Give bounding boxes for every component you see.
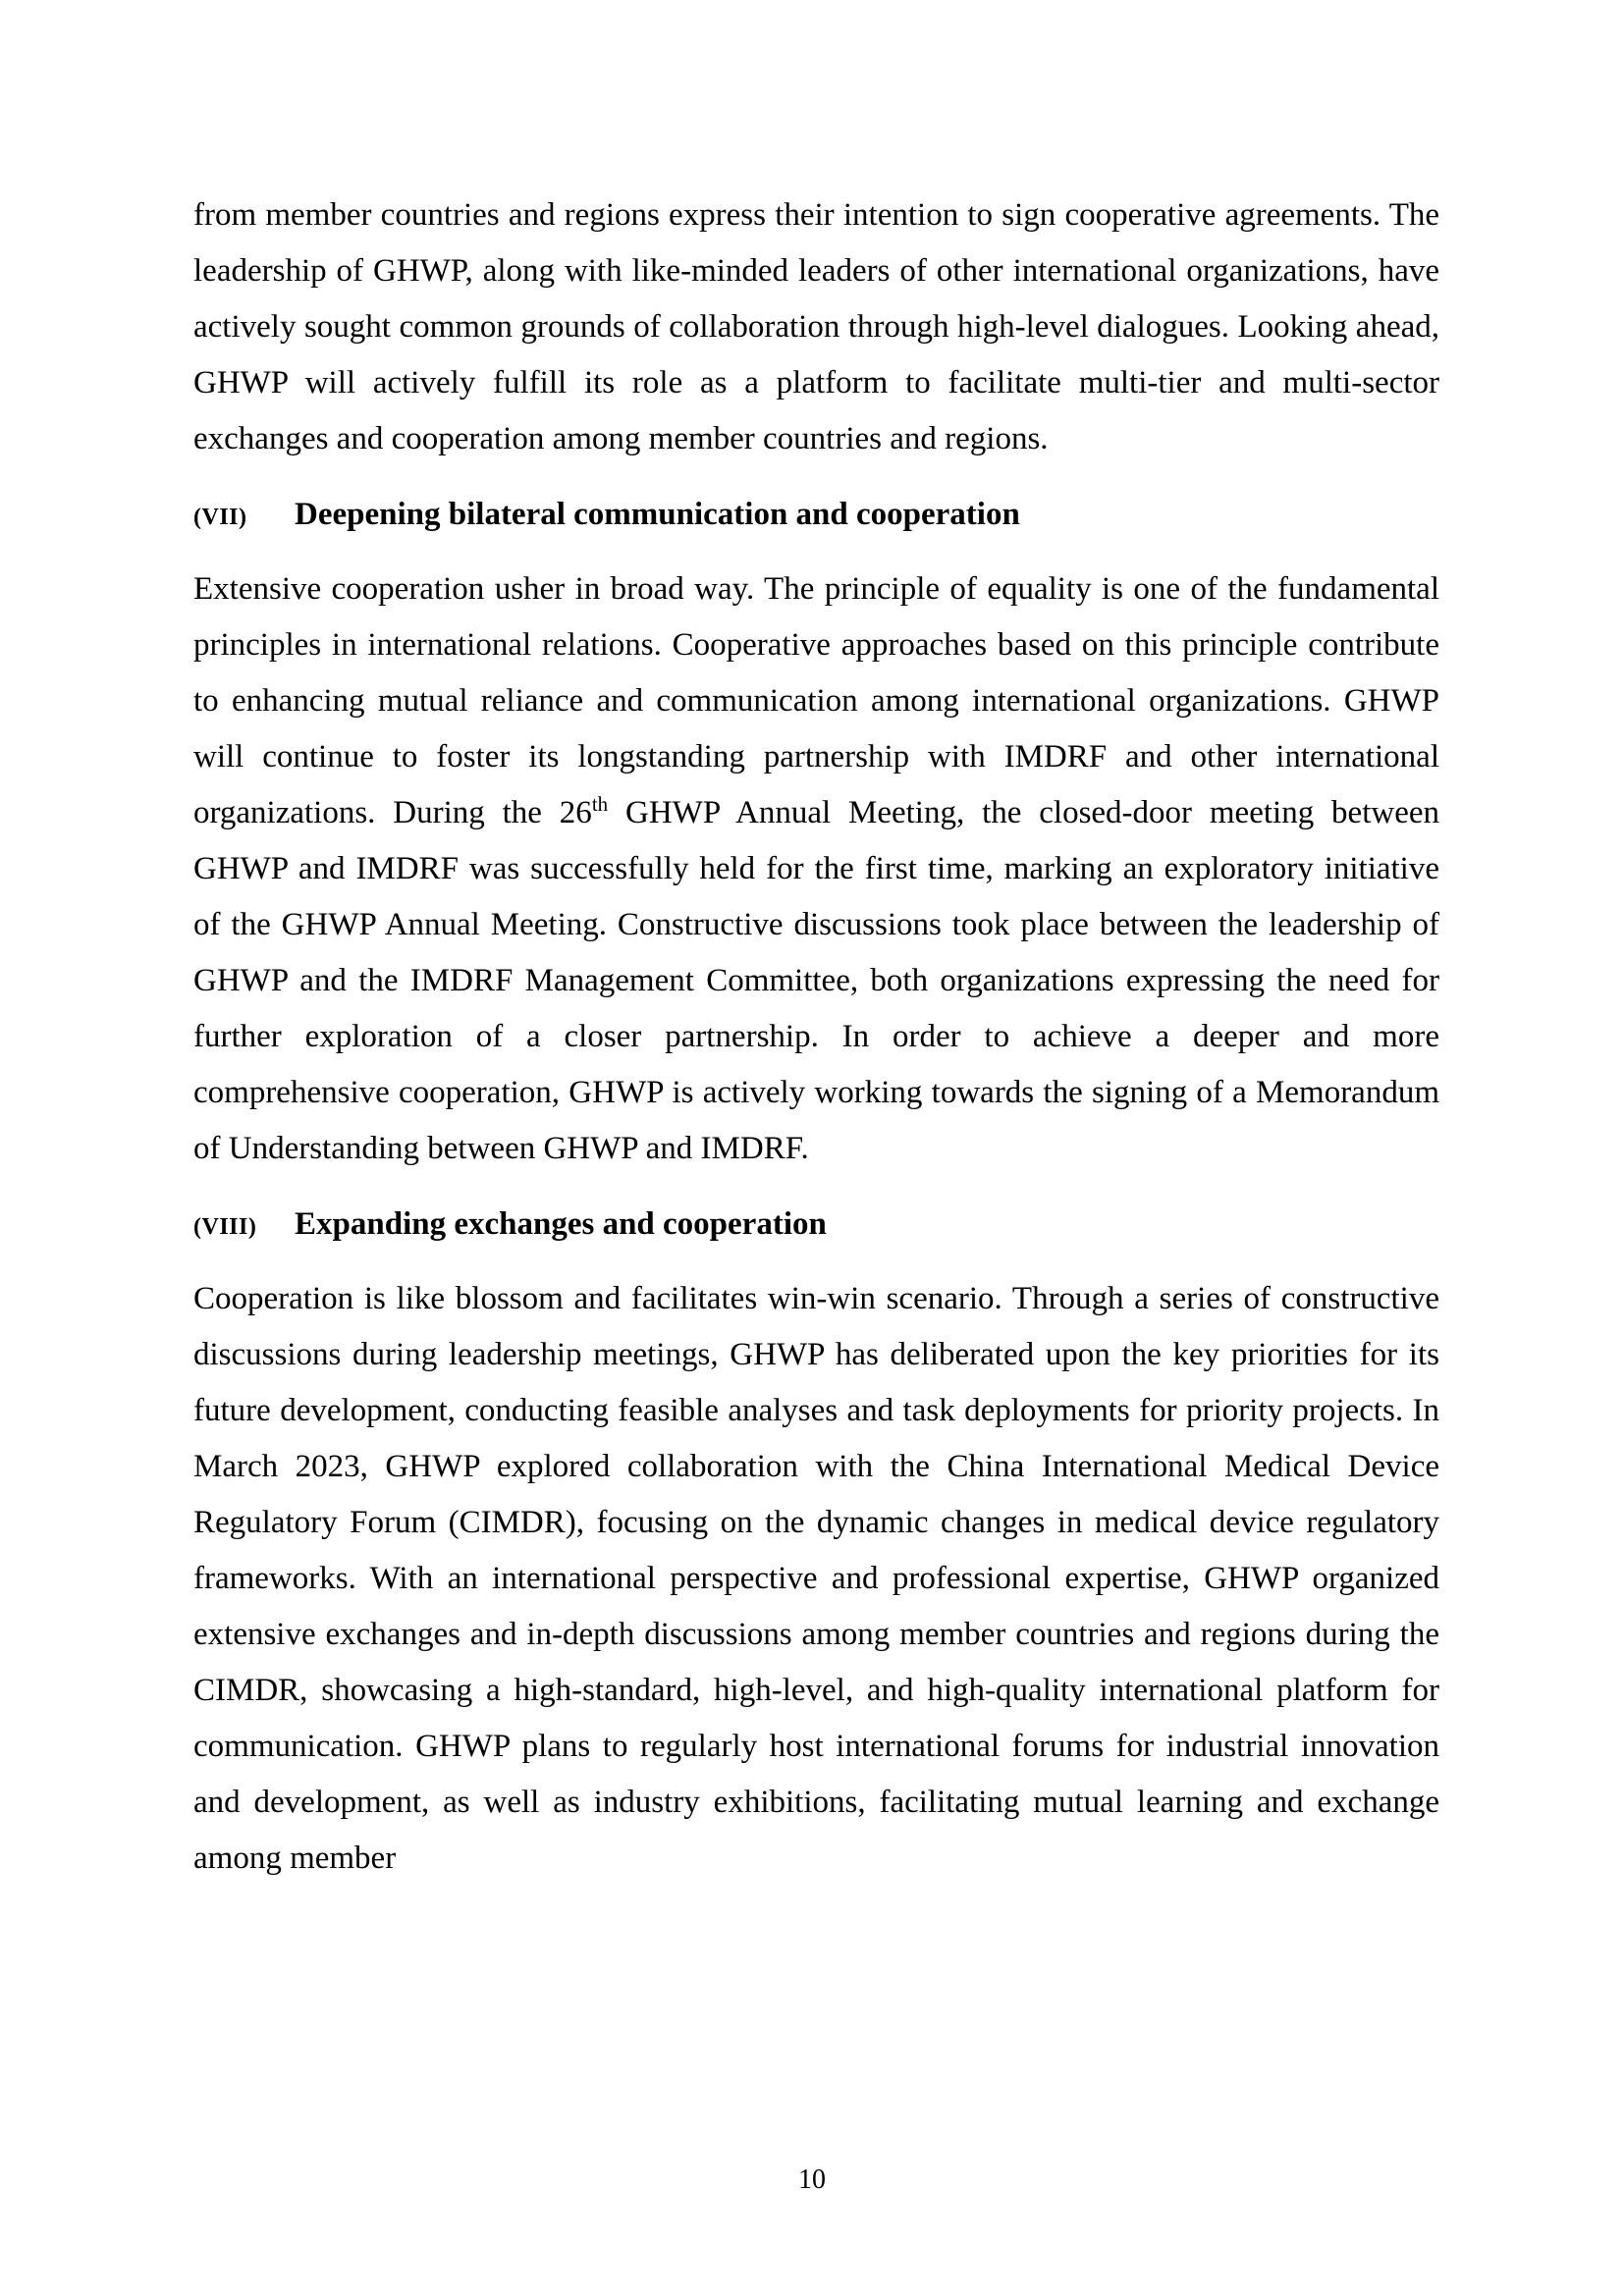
page-number: 10	[798, 2164, 826, 2195]
section-vii-numeral: (VII)	[193, 505, 247, 530]
section-vii-title: Deepening bilateral communication and cooperation	[295, 497, 1020, 532]
ordinal-superscript: th	[591, 792, 609, 816]
intro-paragraph: from member countries and regions express their intention to sign cooperative agreements. The leadership of GHWP, along with like-minded leaders of other international organizations, have actively sought common grounds of collaboration through high-level dialogues. Looking ahead, GHWP will actively fulfill its role as a platform to facilitate multi-tier and multi-sector exchanges and cooperation among member countries and regions.	[193, 197, 1439, 456]
section-vii-heading	[193, 487, 1439, 546]
section-viii-title: Expanding exchanges and cooperation	[295, 1206, 827, 1242]
section-vii-body-text-continued: GHWP Annual Meeting, the closed-door meeting between GHWP and IMDRF was successfully held for the first time, marking an exploratory initiative of the GHWP Annual Meeting. Constructive discussions took place between the leadership of GHWP and the IMDRF Management Committee, both organizations expressing the need for further exploration of a closer partnership. In order to achieve a deeper and more comprehensive cooperation, GHWP is actively working towards the signing of a Memorandum of Understanding between GHWP and IMDRF.	[193, 795, 1439, 1166]
section-viii-numeral: (VIII)	[193, 1214, 257, 1240]
section-vii-body	[193, 561, 1439, 1177]
section-vii-body-text: Extensive cooperation usher in broad way. The principle of equality is one of the fundamental principles in international relations. Cooperative approaches based on this principle contribute to enhancing mutual reliance and communication among international organizations. GHWP will continue to foster its longstanding partnership with IMDRF and other international organizations. During the 26	[193, 571, 1439, 830]
page-content	[193, 187, 1439, 1887]
section-viii-body: Cooperation is like blossom and facilitates win-win scenario. Through a series of constructive discussions during leadership meetings, GHWP has deliberated upon the key priorities for its future development, conducting feasible analyses and task deployments for priority projects. In March 2023, GHWP explored collaboration with the China International Medical Device Regulatory Forum (CIMDR), focusing on the dynamic changes in medical device regulatory frameworks. With an international perspective and professional expertise, GHWP organized extensive exchanges and in-depth discussions among member countries and regions during the CIMDR, showcasing a high-standard, high-level, and high-quality international platform for communication. GHWP plans to regularly host international forums for industrial innovation and development, as well as industry exhibitions, facilitating mutual learning and exchange among member	[193, 1281, 1439, 1876]
page-footer	[0, 2163, 1624, 2197]
section-viii-heading	[193, 1197, 1439, 1255]
